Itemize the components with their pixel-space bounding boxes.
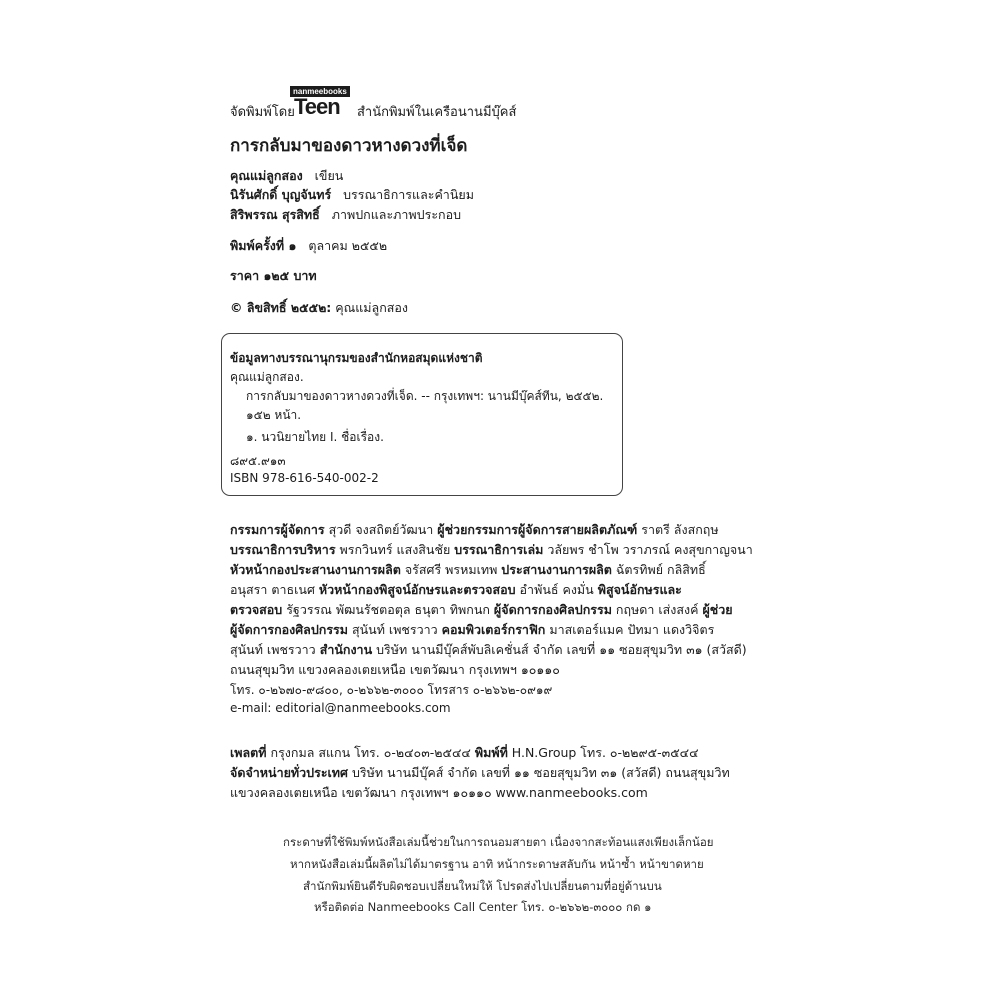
role-label: จัดจำหน่ายทั่วประเทศ (230, 765, 348, 780)
role-value: ราตรี ลังสกฤษ (637, 522, 719, 537)
copyright-prefix: © ลิขสิทธิ์ ๒๕๕๒: (230, 300, 332, 315)
role-value: โทร. ๐-๒๖๗๐-๙๘๐๐, ๐-๒๖๖๒-๓๐๐๐ โทรสาร ๐-๒๖๖๒-๐๙๑๙ (230, 683, 553, 697)
role-value: สุนันท์ เพชรวาว (348, 622, 442, 637)
credit-editor (230, 185, 474, 205)
logo-word: Teen (294, 94, 340, 119)
role-value: ถนนสุขุมวิท แขวงคลองเตยเหนือ เขตวัฒนา กรุงเทพฯ ๑๐๑๑๐ (230, 662, 560, 677)
catalog-pages: ๑๕๒ หน้า. (246, 408, 302, 422)
credit-author (230, 166, 343, 186)
email-line (230, 701, 451, 715)
publisher-logo (276, 86, 347, 119)
role-value: กฤษดา เส่งสงค์ (611, 602, 703, 617)
credit-illustrator (230, 205, 461, 225)
catalog-class-number: ๘๙๕.๙๑๓ (230, 454, 286, 468)
print-info-line (230, 783, 648, 803)
staff-line (230, 560, 706, 580)
staff-line (230, 520, 719, 540)
role-value: ฉัตรทิพย์ กลิสิทธิ์ (611, 562, 706, 577)
role-value: อนุสรา ตาธเนศ (230, 582, 319, 597)
logo-tag: nanmeebooks (290, 86, 350, 97)
copyright-line (230, 298, 408, 318)
staff-line (230, 540, 753, 560)
printed-by-label: จัดพิมพ์โดย (230, 105, 295, 120)
role-value: กรุงกมล สแกน โทร. ๐-๒๔๐๓-๒๕๔๔ (266, 745, 475, 760)
role-value: พรกวินทร์ แสงสินชัย (335, 542, 455, 557)
role-label: ผู้จัดการกองศิลปกรรม (493, 602, 612, 617)
edition-label: พิมพ์ครั้งที่ ๑ (230, 238, 297, 253)
role-value: มาสเตอร์แมค ปัทมา แดงวิจิตร (545, 622, 715, 637)
note-line: หรือติดต่อ Nanmeebooks Call Center โทร. ๐-๒๖๖๒-๓๐๐๐ กด ๑ (314, 900, 652, 914)
role-label: บรรณาธิการเล่ม (454, 542, 544, 557)
catalog-subject: ๑. นวนิยายไทย I. ชื่อเรื่อง. (246, 430, 384, 444)
catalog-author: คุณแม่ลูกสอง. (230, 370, 304, 384)
staff-line (230, 620, 714, 640)
role-label: ประสานงานการผลิต (501, 562, 612, 577)
credit-name: สิริพรรณ สุรสิทธิ์ (230, 207, 320, 222)
role-value: บริษัท นานมีบุ๊คส์พับลิเคชั่นส์ จำกัด เลขที่ ๑๑ ซอยสุขุมวิท ๓๑ (สวัสดี) (372, 642, 747, 657)
credit-name: คุณแม่ลูกสอง (230, 168, 303, 183)
role-value: วลัยพร ชำโพ วราภรณ์ คงสุขกาญจนา (543, 542, 753, 557)
role-value: อำพันธ์ คงมั่น (515, 582, 598, 597)
catalog-entry: การกลับมาของดาวหางดวงที่เจ็ด. -- กรุงเทพฯ: นานมีบุ๊คส์ทีน, ๒๕๕๒. (246, 389, 604, 403)
print-info-line (230, 743, 699, 763)
role-label: หัวหน้ากองประสานงานการผลิต (230, 562, 401, 577)
catalog-heading: ข้อมูลทางบรรณานุกรมของสำนักหอสมุดแห่งชาติ (230, 351, 483, 365)
role-value: แขวงคลองเตยเหนือ เขตวัฒนา กรุงเทพฯ ๑๐๑๑๐ www.nanmeebooks.com (230, 785, 648, 800)
price: ราคา ๑๒๕ บาท (230, 268, 317, 283)
credit-role: เขียน (314, 168, 344, 183)
role-label: ผู้ช่วย (702, 602, 733, 617)
role-label: เพลตที่ (230, 745, 267, 760)
role-value: สุวดี จงสถิตย์วัฒนา (324, 522, 438, 537)
staff-line (230, 580, 682, 600)
credit-role: บรรณาธิการและคำนิยม (343, 187, 474, 202)
credit-name: นิรันศักดิ์ บุญจันทร์ (230, 187, 332, 202)
copyright-holder: คุณแม่ลูกสอง (335, 300, 409, 315)
role-label: ผู้จัดการกองศิลปกรรม (230, 622, 349, 637)
book-title: การกลับมาของดาวหางดวงที่เจ็ด (230, 136, 468, 156)
credit-role: ภาพปกและภาพประกอบ (331, 207, 462, 222)
role-label: สำนักงาน (319, 642, 373, 657)
role-value: บริษัท นานมีบุ๊คส์ จำกัด เลขที่ ๑๑ ซอยสุขุมวิท ๓๑ (สวัสดี) ถนนสุขุมวิท (347, 765, 730, 780)
role-label: กรรมการผู้จัดการ (230, 522, 325, 537)
edition-line (230, 236, 387, 256)
role-label: ตรวจสอบ (230, 602, 283, 617)
staff-line (230, 660, 560, 680)
edition-date: ตุลาคม ๒๕๕๒ (308, 238, 388, 253)
role-value: H.N.Group โทร. ๐-๒๒๙๕-๓๕๔๔ (507, 745, 699, 760)
role-value: รัฐวรรณ พัฒนรัชตอตุล ธนุตา ทิพกนก (282, 602, 494, 617)
role-label: คอมพิวเตอร์กราฟิก (441, 622, 546, 637)
note-line: หากหนังสือเล่มนี้ผลิตไม่ได้มาตรฐาน อาทิ หน้ากระดาษสลับกัน หน้าซ้ำ หน้าขาดหาย (290, 857, 704, 871)
role-label: พิมพ์ที่ (474, 745, 508, 760)
role-label: หัวหน้ากองพิสูจน์อักษรและตรวจสอบ (318, 582, 516, 597)
role-value: e-mail: editorial@nanmeebooks.com (230, 701, 451, 715)
catalog-isbn: ISBN 978-616-540-002-2 (230, 471, 379, 485)
role-label: ผู้ช่วยกรรมการผู้จัดการสายผลิตภัณฑ์ (437, 522, 638, 537)
publisher-description: สำนักพิมพ์ในเครือนานมีบุ๊คส์ (357, 105, 517, 120)
role-value: จรัสศรี พรหมเทพ (400, 562, 502, 577)
staff-line (230, 600, 733, 620)
role-value: สุนันท์ เพชรวาว (230, 642, 320, 657)
print-info-line (230, 763, 730, 783)
role-label: บรรณาธิการบริหาร (230, 542, 336, 557)
phone-line (230, 681, 552, 700)
note-line: สำนักพิมพ์ยินดีรับผิดชอบเปลี่ยนใหม่ให้ โปรดส่งไปเปลี่ยนตามที่อยู่ด้านบน (303, 879, 662, 893)
role-label: พิสูจน์อักษรและ (597, 582, 682, 597)
note-line: กระดาษที่ใช้พิมพ์หนังสือเล่มนี้ช่วยในการถนอมสายตา เนื่องจากสะท้อนแสงเพียงเล็กน้อย (283, 835, 714, 849)
staff-line (230, 640, 747, 660)
